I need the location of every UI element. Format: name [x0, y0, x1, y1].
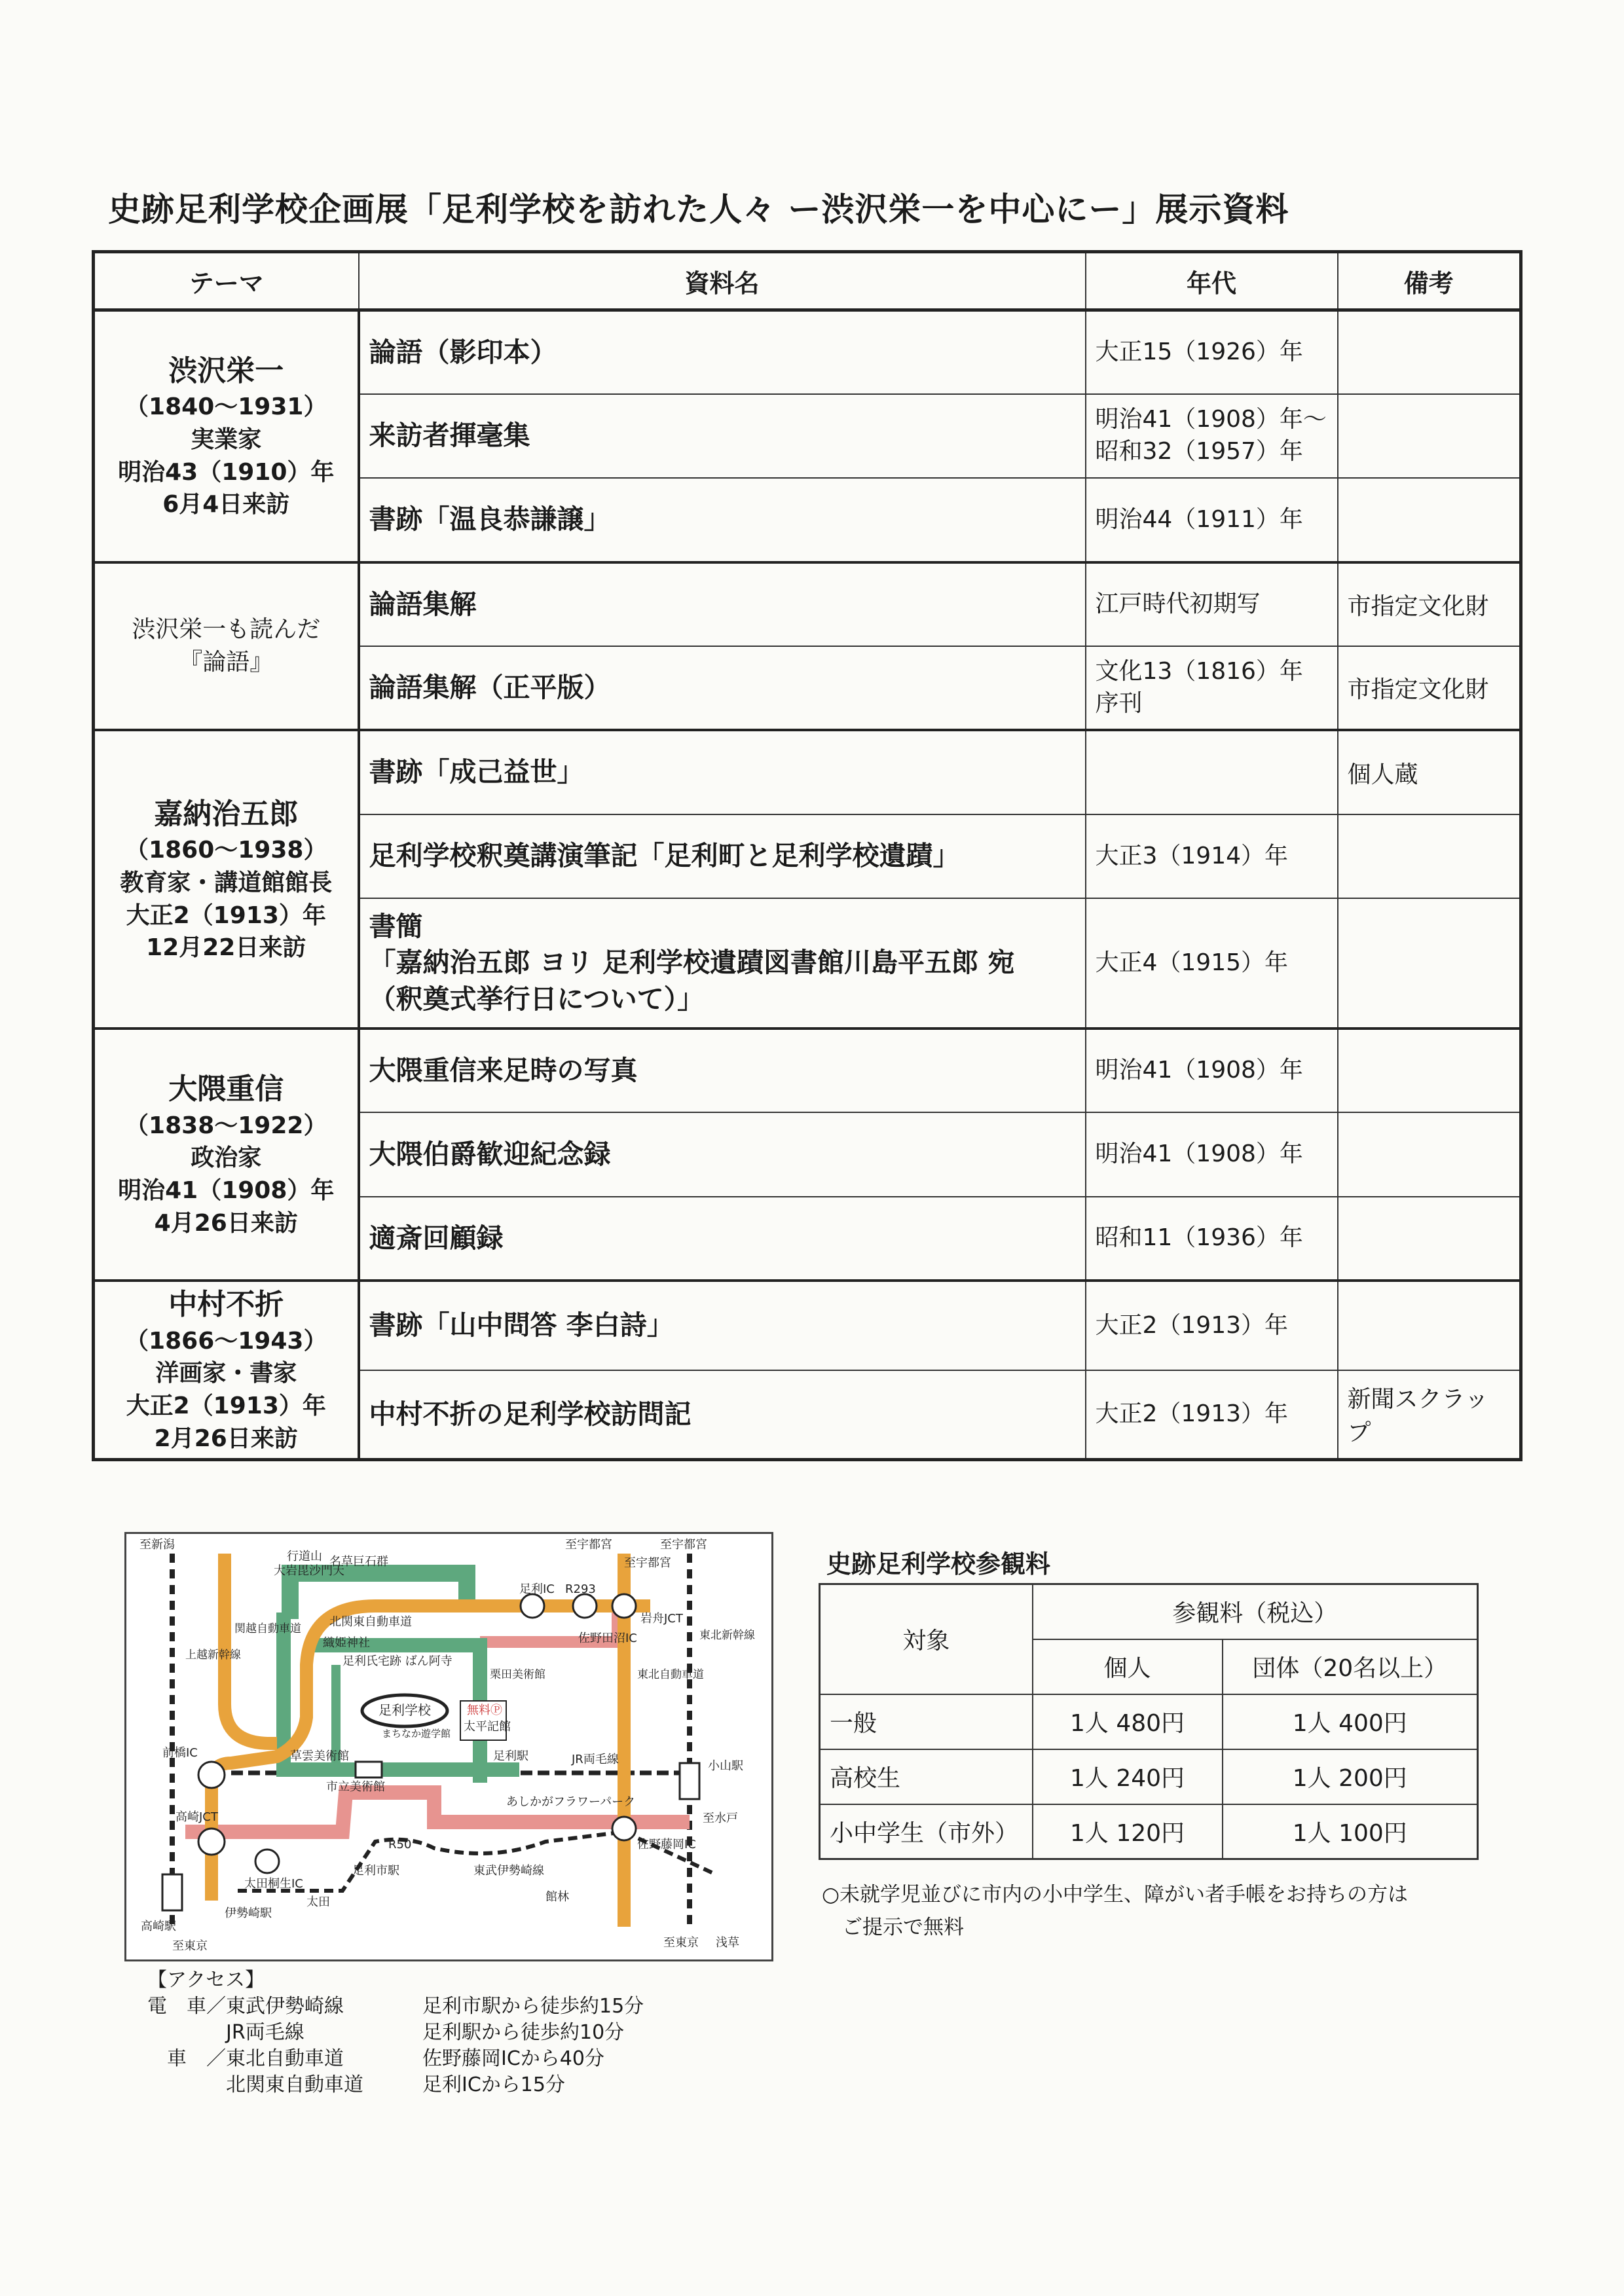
table-row — [94, 562, 1521, 646]
item-name: 論語集解（正平版） — [359, 646, 1086, 730]
label-sano-fujioka: 佐野藤岡IC — [637, 1838, 696, 1851]
access-detail: 佐野藤岡ICから40分 — [422, 2047, 604, 2070]
label-sano-tanuma: 佐野田沼IC — [578, 1631, 637, 1645]
item-note — [1338, 814, 1521, 898]
theme-cell — [94, 1281, 359, 1459]
label-school: 足利学校 — [378, 1702, 431, 1718]
theme-cell — [94, 562, 359, 731]
fee-group: 1人 400円 — [1223, 1694, 1478, 1749]
label-free-parking: 無料Ⓟ — [467, 1704, 502, 1717]
item-name: 書跡「山中問答 李白詩」 — [359, 1281, 1086, 1370]
maebashi-ic-marker — [198, 1762, 225, 1788]
fee-table — [819, 1583, 1479, 1860]
item-note — [1338, 394, 1521, 478]
item-era: 明治41（1908）年～ 昭和32（1957）年 — [1086, 394, 1338, 478]
label-maebashi: 前橋IC — [162, 1746, 198, 1760]
access-detail: 足利ICから15分 — [422, 2073, 565, 2096]
access-detail: 足利駅から徒歩約10分 — [422, 2020, 625, 2044]
label-ota: 太田 — [306, 1895, 330, 1909]
item-note — [1338, 1281, 1521, 1370]
item-era: 明治44（1911）年 — [1086, 478, 1338, 562]
page-title: 史跡足利学校企画展「足利学校を訪れた人々 ー渋沢栄一を中心にー」展示資料 — [108, 191, 1289, 228]
ota-kiryu-ic-marker — [255, 1850, 279, 1873]
item-note — [1338, 1029, 1521, 1112]
header-note: 備考 — [1338, 252, 1521, 310]
theme-line: （1840～1931） — [125, 393, 327, 421]
exhibit-table — [92, 250, 1522, 1461]
oyama-station-marker — [680, 1763, 699, 1799]
item-era: 大正4（1915）年 — [1086, 898, 1338, 1029]
item-era: 江戸時代初期写 — [1086, 562, 1338, 646]
table-row — [94, 730, 1521, 814]
item-name: 書跡「温良恭謙譲」 — [359, 478, 1086, 562]
header-era: 年代 — [1086, 252, 1338, 310]
theme-line: 洋画家・書家 — [155, 1360, 297, 1387]
label-taiheiki: 太平記館 — [464, 1720, 511, 1734]
item-note — [1338, 478, 1521, 562]
ashikaga-ic-marker — [521, 1594, 544, 1618]
label-orihime: 織姫神社 — [323, 1636, 370, 1650]
theme-line: 教育家・講道館館長 — [120, 869, 333, 896]
item-era: 大正15（1926）年 — [1086, 310, 1338, 394]
fee-individual: 1人 120円 — [1033, 1804, 1223, 1859]
table-body — [94, 310, 1521, 1460]
theme-line: 渋沢栄一も読んだ — [132, 616, 321, 644]
label-ashikaga-station: 足利駅 — [493, 1749, 528, 1763]
theme-line: 大正2（1913）年 — [126, 902, 326, 929]
header-name: 資料名 — [359, 252, 1086, 310]
label-kurita: 栗田美術館 — [490, 1668, 545, 1681]
label-meisou: 名草巨石群 — [329, 1555, 388, 1569]
item-name: 論語（影印本） — [359, 310, 1086, 394]
theme-name: 中村不折 — [168, 1287, 284, 1321]
fee-target-header: 対象 — [820, 1584, 1033, 1694]
label-niigata: 至新潟 — [139, 1538, 175, 1552]
item-name: 論語集解 — [359, 562, 1086, 646]
fee-row — [820, 1694, 1478, 1749]
label-gyodo: 行道山 — [287, 1550, 322, 1563]
label-isesaki-station: 伊勢崎駅 — [225, 1906, 272, 1920]
theme-line: 12月22日来訪 — [146, 934, 306, 962]
theme-name: 嘉納治五郎 — [154, 797, 299, 831]
label-ota-kiryu: 太田桐生IC — [244, 1877, 303, 1891]
fee-note: ○未就学児並びに市内の小中学生、障がい者手帳をお持ちの方は ご提示で無料 — [822, 1883, 1409, 1939]
access-detail: 足利市駅から徒歩約15分 — [422, 1994, 644, 2018]
item-note: 市指定文化財 — [1338, 646, 1521, 730]
item-era: 大正2（1913）年 — [1086, 1370, 1338, 1460]
access-mode: 北関東自動車道 — [147, 2073, 363, 2096]
label-r293: R293 — [565, 1582, 596, 1596]
item-note: 新聞スクラップ — [1338, 1370, 1521, 1460]
theme-line: 明治43（1910）年 — [118, 458, 335, 486]
item-era: 大正2（1913）年 — [1086, 1281, 1338, 1370]
sano-fujioka-ic-marker — [612, 1817, 636, 1840]
label-kitakanto: 北関東自動車道 — [329, 1615, 412, 1629]
fee-row — [820, 1804, 1478, 1859]
access-row — [147, 2020, 644, 2046]
item-note — [1338, 310, 1521, 394]
fee-group-header: 団体（20名以上） — [1223, 1639, 1478, 1694]
label-asakusa: 浅草 — [716, 1936, 739, 1950]
item-name: 大隈伯爵歓迎紀念録 — [359, 1112, 1086, 1196]
item-note: 個人蔵 — [1338, 730, 1521, 814]
label-takasaki-jct: 高崎JCT — [175, 1810, 218, 1824]
theme-line: （1860～1938） — [125, 837, 327, 864]
table-row — [94, 310, 1521, 394]
label-utsunomiya-1: 至宇都宮 — [565, 1538, 612, 1552]
label-tohoku-expwy: 東北自動車道 — [637, 1668, 704, 1681]
item-note — [1338, 1197, 1521, 1281]
label-mito: 至水戸 — [703, 1812, 738, 1825]
table-row — [94, 1029, 1521, 1112]
label-r50: R50 — [388, 1838, 412, 1851]
access-info — [147, 1967, 644, 2098]
table-header-row — [94, 252, 1521, 310]
access-row — [147, 2072, 644, 2098]
fee-individual-header: 個人 — [1033, 1639, 1223, 1694]
item-era: 昭和11（1936）年 — [1086, 1197, 1338, 1281]
fee-category: 高校生 — [820, 1749, 1033, 1804]
label-tokyo-1: 至東京 — [172, 1939, 208, 1953]
theme-cell — [94, 730, 359, 1029]
label-shishiseki: 足利氏宅跡 ばん阿寺 — [342, 1654, 452, 1668]
label-utsunomiya-3: 至宇都宮 — [624, 1556, 671, 1570]
map-svg — [126, 1534, 771, 1959]
takasaki-jct-marker — [198, 1829, 225, 1855]
fee-header: 参観料（税込） — [1033, 1584, 1478, 1639]
item-name: 書跡「成己益世」 — [359, 730, 1086, 814]
item-era — [1086, 730, 1338, 814]
theme-line: （1838～1922） — [125, 1112, 327, 1139]
theme-cell — [94, 1029, 359, 1281]
theme-name: 大隈重信 — [168, 1072, 284, 1106]
theme-line: 大正2（1913）年 — [126, 1392, 326, 1419]
fee-body — [820, 1694, 1478, 1859]
fee-group: 1人 200円 — [1223, 1749, 1478, 1804]
fee-individual: 1人 480円 — [1033, 1694, 1223, 1749]
label-shiritsu: 市立美術館 — [326, 1780, 385, 1794]
label-osaki: 大岩毘沙門天 — [274, 1564, 344, 1578]
sano-tanuma-ic-marker — [573, 1594, 597, 1618]
fee-group: 1人 100円 — [1223, 1804, 1478, 1859]
fee-individual: 1人 240円 — [1033, 1749, 1223, 1804]
theme-line: 4月26日来訪 — [154, 1209, 298, 1237]
access-rows — [147, 1994, 644, 2098]
item-note — [1338, 1112, 1521, 1196]
theme-cell — [94, 310, 359, 562]
access-heading: 【アクセス】 — [147, 1969, 265, 1992]
label-ashikagashi: 足利市駅 — [352, 1864, 399, 1878]
label-oyama: 小山駅 — [708, 1759, 743, 1773]
label-kusaka: 草雲美術館 — [290, 1749, 349, 1763]
theme-line: （1866～1943） — [125, 1327, 327, 1355]
item-name: 大隈重信来足時の写真 — [359, 1029, 1086, 1112]
label-machinaka: まちなか遊学館 — [382, 1728, 451, 1740]
takasaki-station-marker — [162, 1874, 182, 1910]
theme-line: 2月26日来訪 — [154, 1425, 298, 1452]
theme-line: 明治41（1908）年 — [118, 1176, 335, 1204]
item-name: 足利学校釈奠講演筆記「足利町と足利学校遺蹟」 — [359, 814, 1086, 898]
theme-line: 『論語』 — [179, 649, 274, 676]
label-kanetsu: 関越自動車道 — [234, 1622, 301, 1635]
item-name: 中村不折の足利学校訪問記 — [359, 1370, 1086, 1460]
label-takasaki-station: 高崎駅 — [141, 1920, 176, 1933]
access-mode: 車 ／東北自動車道 — [147, 2047, 344, 2070]
table-row — [94, 1281, 1521, 1370]
label-tokyo-2: 至東京 — [663, 1936, 699, 1950]
theme-name: 渋沢栄一 — [168, 354, 284, 388]
label-tohoku-shinkansen: 東北新幹線 — [699, 1629, 755, 1642]
item-era: 明治41（1908）年 — [1086, 1029, 1338, 1112]
fee-row — [820, 1749, 1478, 1804]
theme-line: 実業家 — [191, 426, 262, 454]
item-name: 来訪者揮毫集 — [359, 394, 1086, 478]
label-joetsu: 上越新幹線 — [185, 1649, 241, 1662]
access-map — [124, 1532, 773, 1961]
access-mode: 電 車／東武伊勢崎線 — [147, 1994, 344, 2018]
label-utsunomiya-2: 至宇都宮 — [660, 1538, 707, 1552]
item-name: 適斎回顧録 — [359, 1197, 1086, 1281]
access-row — [147, 1994, 644, 2020]
label-tatebayashi: 館林 — [545, 1890, 569, 1904]
label-ryomo: JR両毛線 — [572, 1753, 619, 1766]
item-name: 書簡 「嘉納治五郎 ヨリ 足利学校遺蹟図書館川島平五郎 宛 （釈奠式挙行日について）」 — [359, 898, 1086, 1029]
header-theme: テーマ — [94, 252, 359, 310]
fee-category: 小中学生（市外） — [820, 1804, 1033, 1859]
item-note: 市指定文化財 — [1338, 562, 1521, 646]
theme-line: 政治家 — [191, 1144, 262, 1172]
iwafune-jct-marker — [612, 1594, 636, 1618]
access-mode: JR両毛線 — [147, 2020, 304, 2044]
fee-title: 史跡足利学校参観料 — [826, 1550, 1051, 1578]
fee-category: 一般 — [820, 1694, 1033, 1749]
theme-line: 6月4日来訪 — [162, 491, 290, 519]
item-era: 大正3（1914）年 — [1086, 814, 1338, 898]
item-note — [1338, 898, 1521, 1029]
ashikaga-station-marker — [356, 1762, 382, 1777]
label-tobu-isesaki: 東武伊勢崎線 — [473, 1864, 544, 1878]
item-era: 明治41（1908）年 — [1086, 1112, 1338, 1196]
label-iwafune: 岩舟JCT — [640, 1612, 683, 1626]
label-ashikaga-ic: 足利IC — [519, 1582, 555, 1596]
label-flower-park: あしかがフラワーパーク — [506, 1795, 636, 1809]
item-era: 文化13（1816）年 序刊 — [1086, 646, 1338, 730]
access-row — [147, 2046, 644, 2072]
